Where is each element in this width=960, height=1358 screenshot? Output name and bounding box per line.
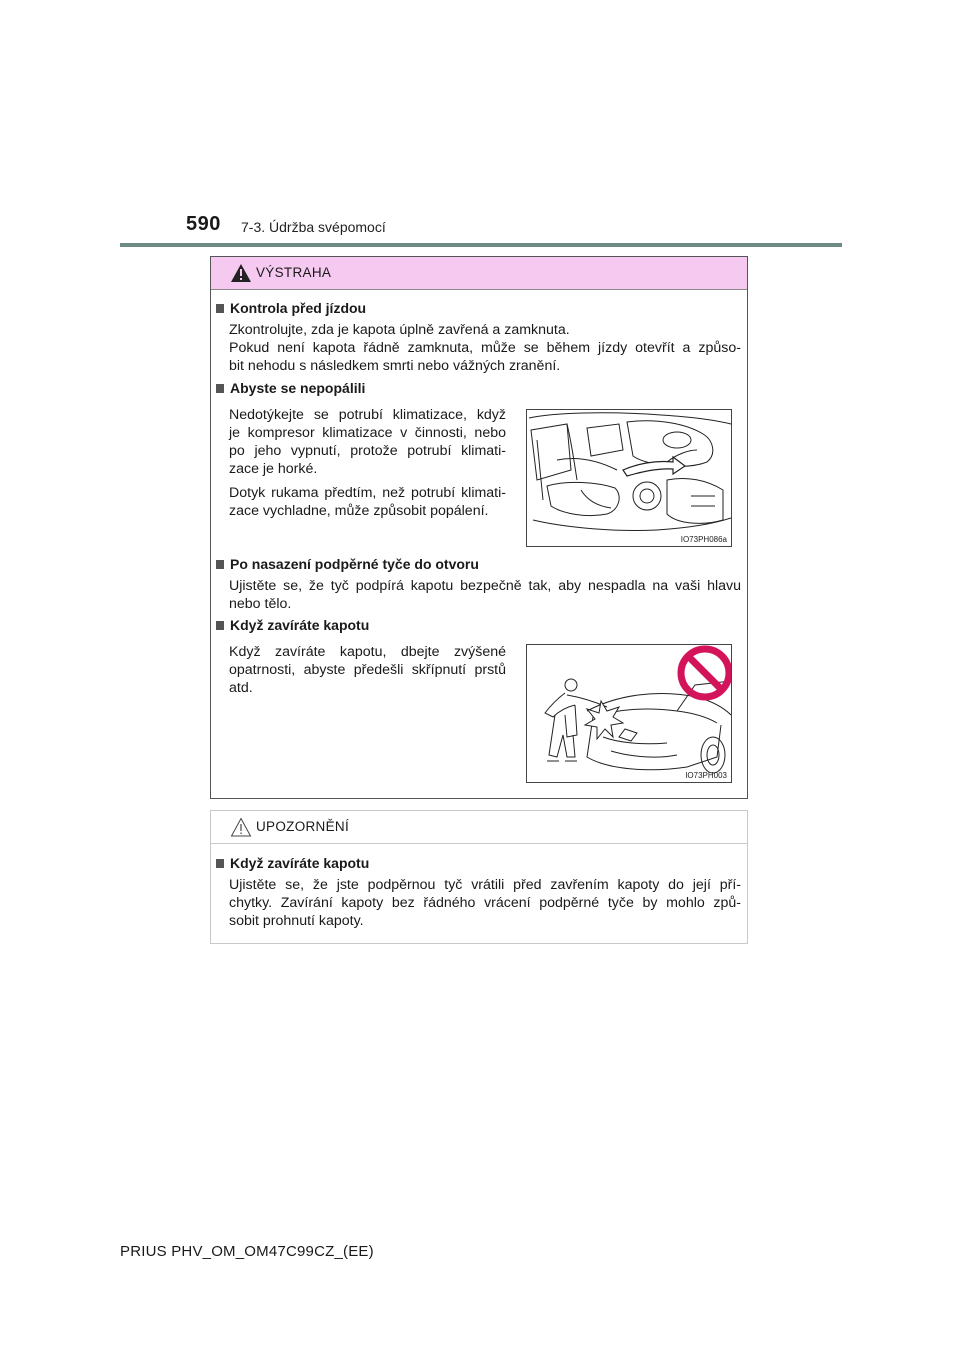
- bullet-square-icon: [216, 859, 224, 868]
- text-line: chytky. Zavírání kapoty bez řádného vrácení podpěrné tyče by mohlo způ-: [229, 895, 741, 911]
- text-line: zace je horké.: [229, 461, 318, 477]
- text-line: Dotyk rukama předtím, než potrubí klimati-: [229, 485, 506, 501]
- text-line: Zkontrolujte, zda je kapota úplně zavřená a zamknuta.: [229, 322, 570, 338]
- warning-header: [211, 257, 747, 290]
- footer-doc-code: PRIUS PHV_OM_OM47C99CZ_(EE): [120, 1243, 374, 1260]
- warning-heading-support-rod: [216, 556, 479, 572]
- warning-icon: [230, 263, 252, 283]
- caution-heading-closing-hood: [216, 855, 369, 871]
- warning-title: VÝSTRAHA: [256, 265, 332, 280]
- text-line: Nedotýkejte se potrubí klimatizace, když: [229, 407, 506, 423]
- section-title: 7-3. Údržba svépomocí: [241, 219, 386, 235]
- figure-code: IO73PH003: [685, 771, 727, 780]
- heading-text: Když zavíráte kapotu: [230, 617, 370, 633]
- text-line: opatrnosti, abyste předešli skřípnutí prstů: [229, 662, 506, 678]
- header-rule: [120, 243, 842, 247]
- text-line: Ujistěte se, že jste podpěrnou tyč vrátili před zavřením kapoty do její pří-: [229, 877, 741, 893]
- text-line: Pokud není kapota řádně zamknuta, může se během jízdy otevřít a způso-: [229, 340, 741, 356]
- caution-header: [211, 811, 747, 844]
- warning-text-before-driving: [229, 321, 741, 375]
- text-line: nebo tělo.: [229, 596, 292, 612]
- engine-bay-illustration: [527, 410, 732, 547]
- text-line: je kompresor klimatizace v činnosti, nebo: [229, 425, 506, 441]
- heading-text: Po nasazení podpěrné tyče do otvoru: [230, 556, 479, 572]
- caution-icon: [230, 817, 252, 837]
- text-line: Ujistěte se, že tyč podpírá kapotu bezpečně tak, aby nespadla na vaši hlavu: [229, 578, 741, 594]
- page-number: 590: [186, 213, 221, 235]
- warning-text-closing-hood: [229, 643, 506, 697]
- warning-heading-closing-hood: [216, 617, 369, 633]
- text-line: atd.: [229, 680, 253, 696]
- warning-heading-burns: [216, 380, 365, 396]
- text-line: bit nehodu s následkem smrti nebo vážných zranění.: [229, 358, 561, 374]
- warning-heading-before-driving: [216, 300, 366, 316]
- text-line: zace vychladne, může způsobit popálení.: [229, 503, 489, 519]
- text-line: Když zavíráte kapotu, dbejte zvýšené: [229, 644, 506, 660]
- figure-code: IO73PH086a: [680, 535, 727, 544]
- engine-bay-figure: [526, 409, 732, 547]
- bullet-square-icon: [216, 560, 224, 569]
- heading-text: Kontrola před jízdou: [230, 300, 367, 316]
- bullet-square-icon: [216, 304, 224, 313]
- caution-title: UPOZORNĚNÍ: [256, 819, 350, 834]
- closing-hood-illustration: [527, 645, 732, 783]
- text-line: sobit prohnutí kapoty.: [229, 913, 364, 929]
- heading-text: Abyste se nepopálili: [230, 380, 366, 396]
- heading-text: Když zavíráte kapotu: [230, 855, 370, 871]
- closing-hood-figure: [526, 644, 732, 783]
- bullet-square-icon: [216, 384, 224, 393]
- warning-text-burns: [229, 406, 506, 520]
- warning-text-support-rod: [229, 577, 741, 613]
- text-line: po jeho vypnutí, protože potrubí klimati-: [229, 443, 506, 459]
- caution-text: [229, 876, 741, 930]
- bullet-square-icon: [216, 621, 224, 630]
